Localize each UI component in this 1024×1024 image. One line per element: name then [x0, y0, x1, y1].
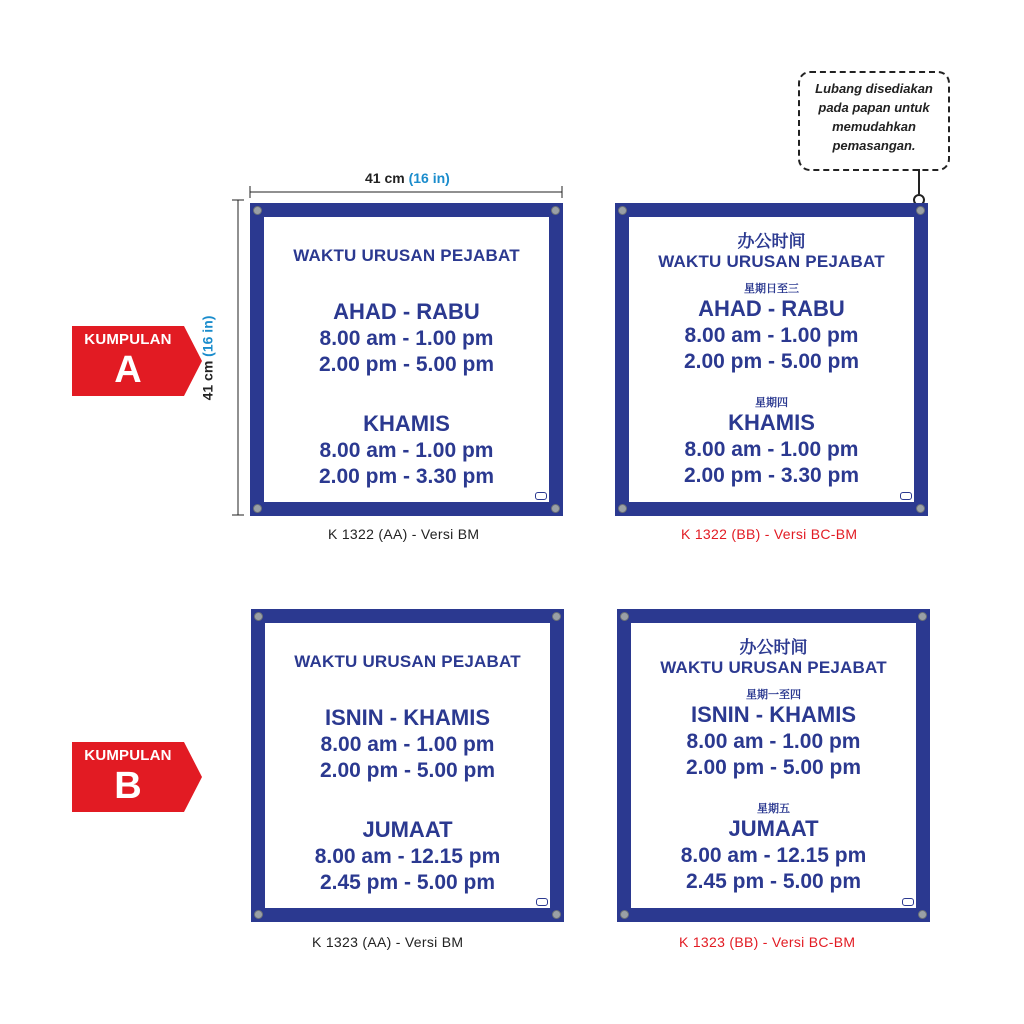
sign-time: 8.00 am - 1.00 pm [686, 730, 861, 753]
sign-time: 2.00 pm - 5.00 pm [683, 350, 860, 373]
sign-time: 2.00 pm - 3.30 pm [318, 465, 495, 488]
sign-title: WAKTU URUSAN PEJABAT [294, 652, 521, 671]
sign-time: 2.00 pm - 5.00 pm [318, 353, 495, 376]
mounting-hole [551, 504, 560, 513]
sign-time: 2.45 pm - 5.00 pm [319, 871, 496, 894]
mounting-hole-callout [798, 71, 950, 171]
manufacturer-logo [902, 898, 914, 906]
callout-line: pemasangan. [832, 138, 916, 153]
sign-time: 2.00 pm - 3.30 pm [683, 464, 860, 487]
sign-k1322-aa [250, 203, 563, 516]
caption-k1323-bb: K 1323 (BB) - Versi BC-BM [679, 934, 856, 950]
sign-days: ISNIN - KHAMIS [325, 705, 490, 730]
group-a-label [72, 326, 202, 396]
sign-days: KHAMIS [728, 410, 815, 435]
mounting-hole [916, 206, 925, 215]
manufacturer-logo [536, 898, 548, 906]
callout-line: Lubang disediakan [815, 81, 933, 96]
sign-time: 8.00 am - 1.00 pm [319, 327, 494, 350]
mounting-hole [620, 612, 629, 621]
mounting-hole [254, 910, 263, 919]
group-a-letter: A [114, 349, 142, 391]
sign-chinese-days: 星期一至四 [746, 688, 801, 701]
sign-time: 8.00 am - 1.00 pm [684, 324, 859, 347]
mounting-hole [253, 504, 262, 513]
sign-chinese-days: 星期四 [755, 396, 788, 409]
mounting-hole [918, 612, 927, 621]
group-b-word: KUMPULAN [84, 747, 172, 764]
sign-days: AHAD - RABU [333, 299, 480, 324]
manufacturer-logo [900, 492, 912, 500]
sign-time: 8.00 am - 12.15 pm [680, 844, 867, 867]
sign-time: 2.00 pm - 5.00 pm [685, 756, 862, 779]
caption-k1323-aa: K 1323 (AA) - Versi BM [312, 934, 464, 950]
group-b-letter: B [114, 765, 142, 807]
mounting-hole [552, 612, 561, 621]
sign-time: 8.00 am - 1.00 pm [319, 439, 494, 462]
sign-days: JUMAAT [362, 817, 453, 842]
mounting-hole [620, 910, 629, 919]
sign-k1323-bb [617, 609, 930, 922]
sign-title: WAKTU URUSAN PEJABAT [293, 246, 520, 265]
sign-chinese-days: 星期日至三 [744, 282, 799, 295]
mounting-hole [916, 504, 925, 513]
mounting-hole [253, 206, 262, 215]
caption-k1322-bb: K 1322 (BB) - Versi BC-BM [681, 526, 858, 542]
width-cm: 41 cm [365, 170, 405, 186]
sign-days: KHAMIS [363, 411, 450, 436]
sign-chinese-days: 星期五 [757, 802, 790, 815]
width-inch: (16 in) [408, 170, 450, 186]
mounting-hole [254, 612, 263, 621]
height-cm: 41 cm [199, 360, 216, 401]
group-b-label [72, 742, 202, 812]
sign-time: 2.45 pm - 5.00 pm [685, 870, 862, 893]
callout-line: memudahkan [832, 119, 916, 134]
sign-time: 8.00 am - 12.15 pm [314, 845, 501, 868]
sign-days: JUMAAT [728, 816, 819, 841]
height-inch: (16 in) [199, 315, 216, 357]
sign-chinese-title: 办公时间 [739, 638, 808, 658]
sign-k1323-aa [251, 609, 564, 922]
mounting-hole [918, 910, 927, 919]
sign-days: ISNIN - KHAMIS [691, 702, 856, 727]
manufacturer-logo [535, 492, 547, 500]
callout-line: pada papan untuk [818, 100, 930, 115]
width-dimension-label [362, 170, 453, 186]
group-a-word: KUMPULAN [84, 331, 172, 348]
sign-title: WAKTU URUSAN PEJABAT [658, 252, 885, 271]
sign-days: AHAD - RABU [698, 296, 845, 321]
mounting-hole [618, 206, 627, 215]
mounting-hole [552, 910, 561, 919]
mounting-hole [618, 504, 627, 513]
sign-time: 2.00 pm - 5.00 pm [319, 759, 496, 782]
sign-time: 8.00 am - 1.00 pm [684, 438, 859, 461]
mounting-hole [551, 206, 560, 215]
sign-chinese-title: 办公时间 [737, 232, 806, 252]
caption-k1322-aa: K 1322 (AA) - Versi BM [328, 526, 480, 542]
sign-time: 8.00 am - 1.00 pm [320, 733, 495, 756]
sign-title: WAKTU URUSAN PEJABAT [660, 658, 887, 677]
sign-k1322-bb [615, 203, 928, 516]
